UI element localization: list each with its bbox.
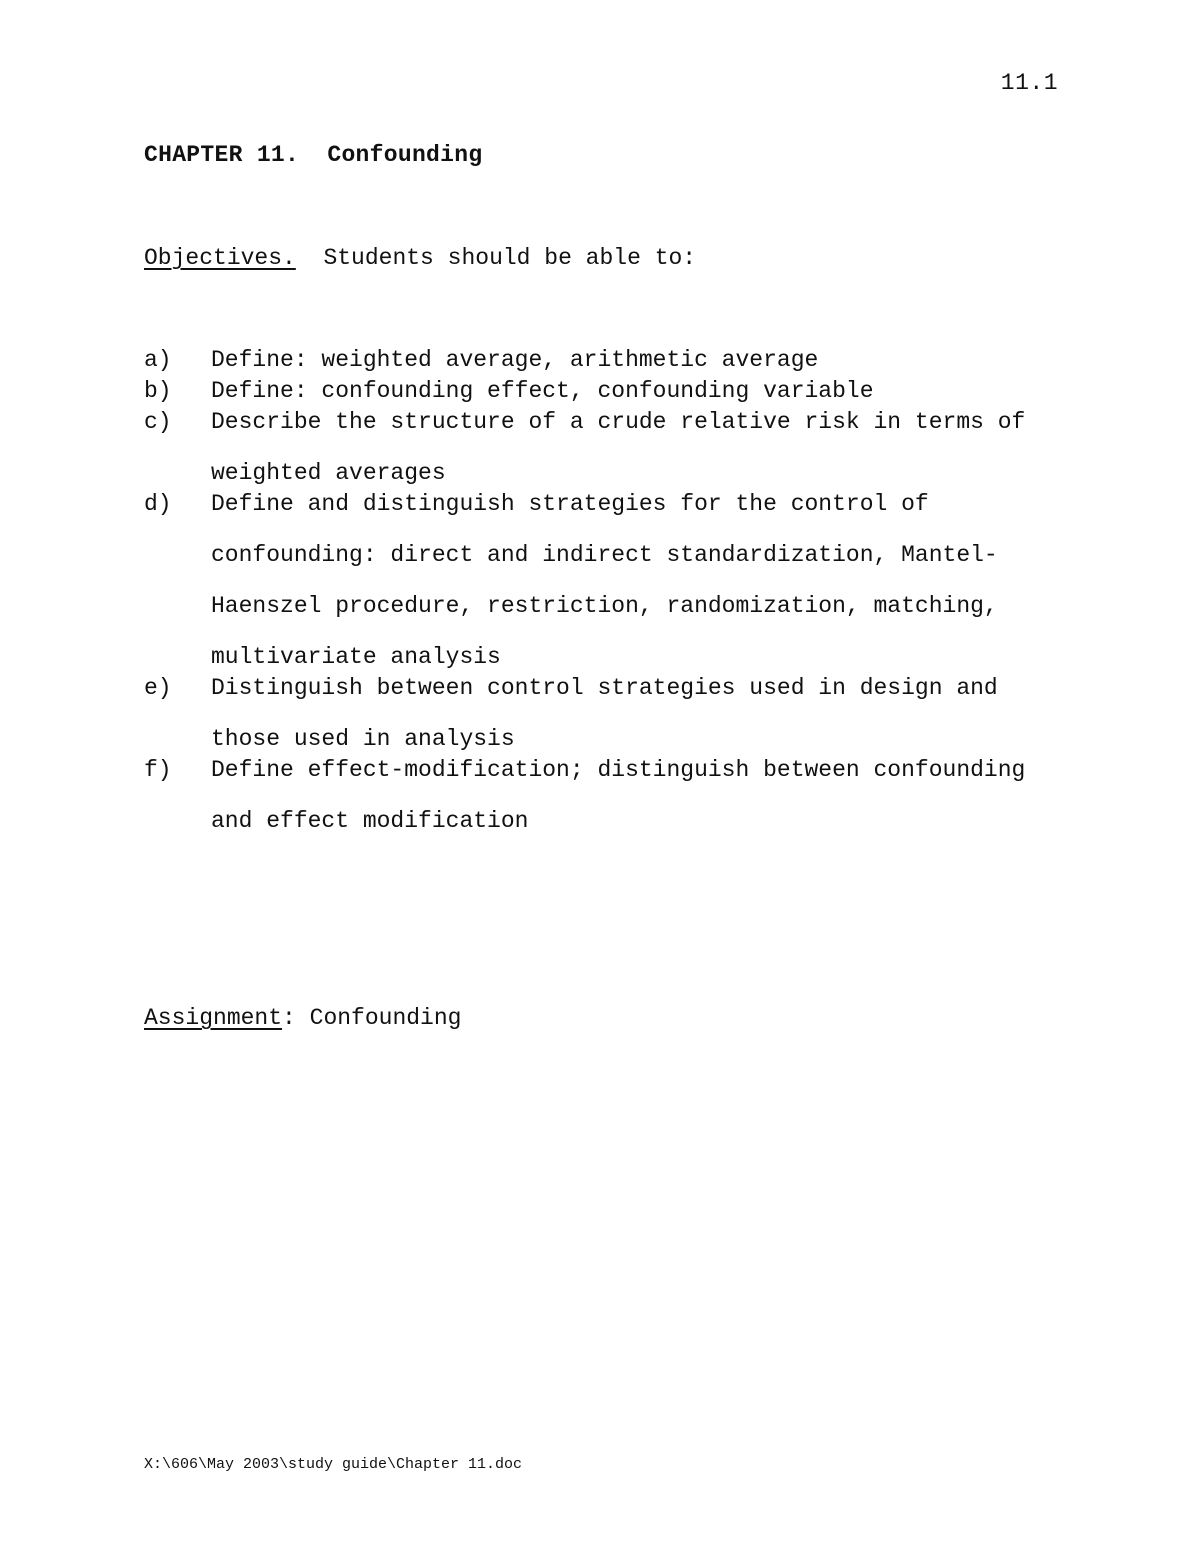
objective-text: Distinguish between control strategies used in design and those used in analysis	[211, 675, 998, 752]
objectives-intro	[144, 243, 696, 273]
chapter-title	[144, 140, 482, 170]
objective-letter: d)	[144, 491, 172, 517]
objective-text: Define: weighted average, arithmetic average	[211, 347, 819, 373]
assignment-heading: Assignment	[144, 1005, 283, 1031]
footer-file-path: X:\606\May 2003\study guide\Chapter 11.doc	[144, 1456, 523, 1473]
objectives-intro-text: Students should be able to:	[323, 245, 697, 271]
objective-item	[144, 489, 1064, 683]
objective-letter: c)	[144, 409, 172, 435]
objectives-heading: Objectives.	[144, 245, 296, 271]
assignment: Assignment: Confounding	[144, 1005, 462, 1031]
objective-item	[144, 755, 1064, 847]
page-number: 11.1	[1000, 70, 1058, 96]
objective-text: Define: confounding effect, confounding variable	[211, 378, 874, 404]
objective-text: Define and distinguish strategies for the control of confounding: direct and indirect standardization, Mantel-Haenszel procedure, restriction, randomization, matching, multivariate analysis	[211, 491, 998, 670]
objective-text: Describe the structure of a crude relative risk in terms of weighted averages	[211, 409, 1026, 486]
objective-letter: e)	[144, 675, 172, 701]
objectives-list	[144, 345, 1064, 847]
chapter-label: CHAPTER 11.	[144, 142, 300, 168]
chapter-name: Confounding	[327, 142, 483, 168]
objective-letter: f)	[144, 757, 172, 783]
assignment-text: Confounding	[309, 1005, 462, 1031]
objective-text: Define effect-modification; distinguish between confounding and effect modification	[211, 757, 1026, 834]
objective-letter: a)	[144, 347, 172, 373]
objective-letter: b)	[144, 378, 172, 404]
